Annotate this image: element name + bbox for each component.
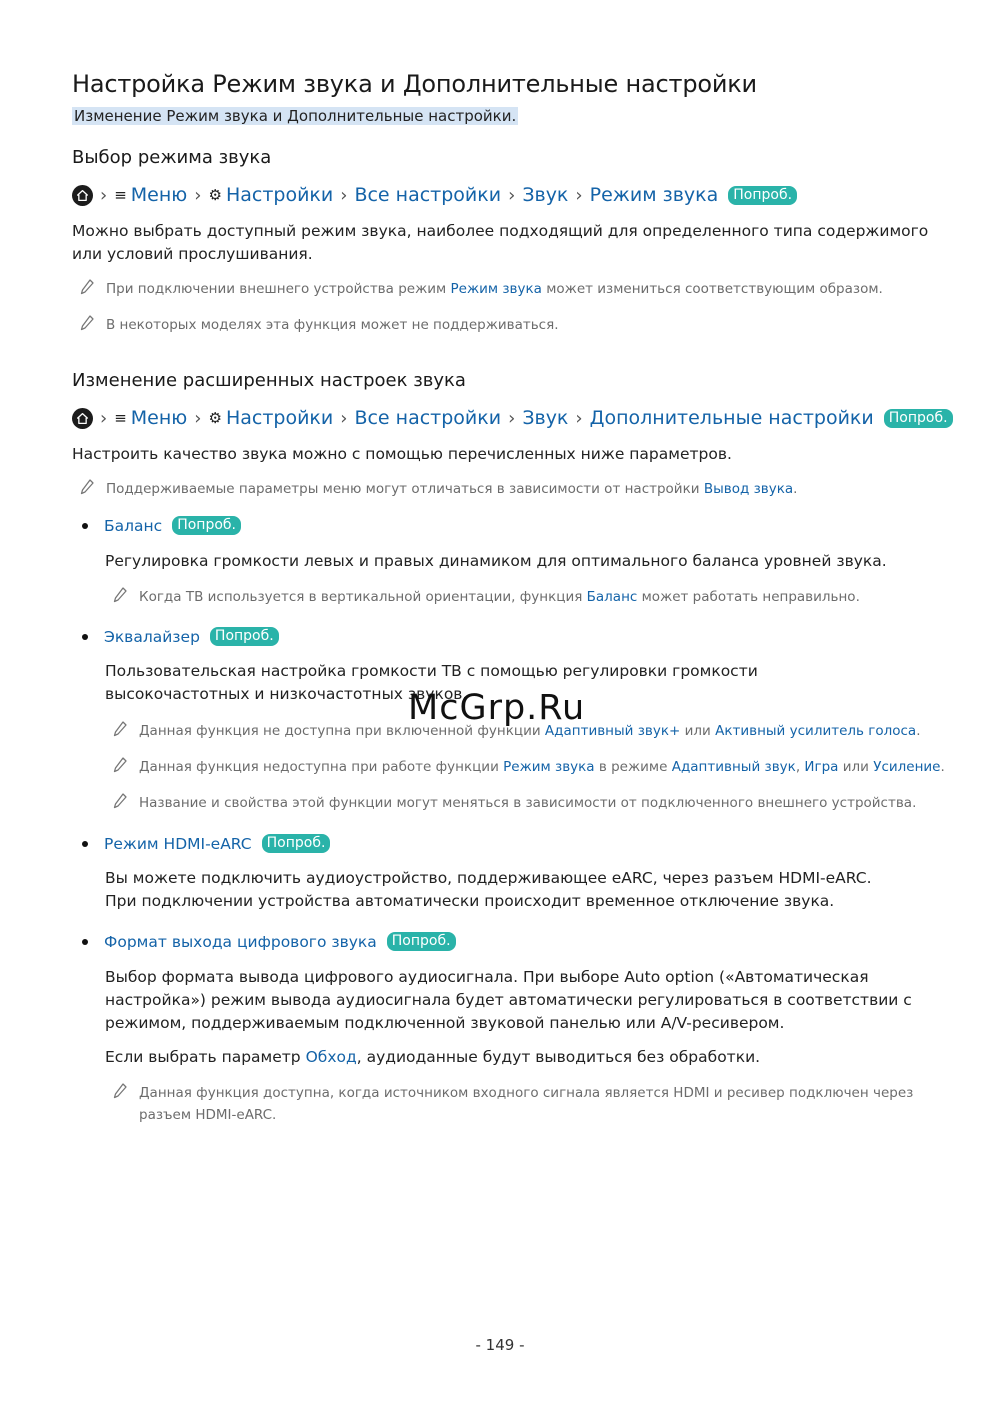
note-link: Игра: [804, 759, 839, 775]
note: [139, 1082, 939, 1126]
path-item-sound[interactable]: Звук: [522, 184, 569, 206]
path-item-all-settings[interactable]: Все настройки: [354, 184, 502, 206]
section-heading-sound-mode: Выбор режима звука: [72, 147, 272, 168]
home-icon[interactable]: [72, 185, 93, 206]
note-text: в режиме: [594, 759, 672, 775]
path-item-sound-mode[interactable]: Режим звука: [589, 184, 719, 206]
note-text: .: [793, 481, 798, 497]
try-now-button[interactable]: Попроб.: [172, 516, 241, 535]
home-icon[interactable]: [72, 408, 93, 429]
list-item-equalizer: [82, 627, 279, 646]
path-item-expert-settings[interactable]: Дополнительные настройки: [589, 407, 874, 429]
chevron-right-icon: ›: [194, 407, 202, 429]
note-text: Данная функция не доступна при включенной функции: [139, 723, 545, 739]
note: [139, 756, 949, 778]
pencil-icon: [80, 315, 94, 331]
bullet-icon: [82, 634, 88, 640]
note-text: может работать неправильно.: [637, 589, 860, 605]
try-now-button[interactable]: Попроб.: [210, 627, 279, 646]
pencil-icon: [80, 279, 94, 295]
section-heading-expert-settings: Изменение расширенных настроек звука: [72, 370, 466, 391]
pencil-icon: [113, 757, 127, 773]
menu-icon: ≡: [114, 409, 127, 427]
try-now-button[interactable]: Попроб.: [884, 409, 953, 428]
note-link: Режим звука: [503, 759, 595, 775]
note-text: В некоторых моделях эта функция может не поддерживаться.: [106, 317, 559, 333]
item-label-hdmi-earc[interactable]: Режим HDMI-eARC: [104, 834, 252, 853]
note-link: Адаптивный звук: [671, 759, 796, 775]
pencil-icon: [80, 479, 94, 495]
expert-settings-description: Настроить качество звука можно с помощью перечисленных ниже параметров.: [72, 445, 732, 463]
chevron-right-icon: ›: [575, 407, 583, 429]
note-text: Данная функция недоступна при работе функции: [139, 759, 504, 775]
chevron-right-icon: ›: [100, 184, 108, 206]
note-link: Адаптивный звук+: [544, 723, 681, 739]
path-item-settings[interactable]: Настройки: [225, 184, 334, 206]
path-item-sound[interactable]: Звук: [522, 407, 569, 429]
pencil-icon: [113, 721, 127, 737]
chevron-right-icon: ›: [575, 184, 583, 206]
path-item-menu[interactable]: Меню: [130, 184, 188, 206]
try-now-button[interactable]: Попроб.: [387, 932, 456, 951]
body-text: Если выбрать параметр: [105, 1048, 306, 1066]
note-text: Когда ТВ используется в вертикальной ориентации, функция: [139, 589, 587, 605]
path-item-menu[interactable]: Меню: [130, 407, 188, 429]
note: [106, 278, 946, 300]
body-link: Обход: [305, 1048, 357, 1066]
note: [139, 586, 949, 608]
menu-path-sound-mode: [72, 182, 797, 208]
hdmi-earc-description: Вы можете подключить аудиоустройство, поддерживающее eARC, через разъем HDMI-eARC. При подключении устройства автоматически происходит временное отключение звука.: [105, 869, 872, 910]
page-number: - 149 -: [475, 1336, 525, 1354]
list-item-hdmi-earc: [82, 834, 330, 853]
equalizer-description: Пользовательская настройка громкости ТВ с помощью регулировки громкости высокочастотных и низкочастотных звуков.: [105, 662, 758, 703]
note-text: или: [838, 759, 874, 775]
path-item-settings[interactable]: Настройки: [225, 407, 334, 429]
digital-output-description: Выбор формата вывода цифрового аудиосигнала. При выборе Auto option («Автоматическая настройка») режим вывода аудиосигнала будет автоматически регулироваться в соответствии с режимом, поддерживаемым подключенной звуковой панелью или A/V-ресивером.: [105, 968, 912, 1032]
note-link: Режим звука: [450, 281, 542, 297]
note-text: При подключении внешнего устройства режим: [106, 281, 451, 297]
note-text: Название и свойства этой функции могут меняться в зависимости от подключенного внешнего устройства.: [139, 795, 917, 811]
chevron-right-icon: ›: [340, 407, 348, 429]
note-link: Баланс: [586, 589, 638, 605]
item-label-digital-output[interactable]: Формат выхода цифрового звука: [104, 932, 377, 951]
sound-mode-description: Можно выбрать доступный режим звука, наиболее подходящий для определенного типа содержимого или условий прослушивания.: [72, 222, 929, 263]
menu-path-expert-settings: [72, 405, 953, 431]
chevron-right-icon: ›: [508, 184, 516, 206]
page-subtitle: Изменение Режим звука и Дополнительные настройки.: [74, 107, 517, 125]
note-text: Поддерживаемые параметры меню могут отличаться в зависимости от настройки: [106, 481, 704, 497]
list-item-balance: [82, 516, 241, 535]
balance-description: Регулировка громкости левых и правых динамиком для оптимального баланса уровней звука.: [105, 552, 887, 570]
watermark: McGrp.Ru: [408, 688, 586, 728]
note-text: или: [680, 723, 716, 739]
try-now-button[interactable]: Попроб.: [262, 834, 331, 853]
chevron-right-icon: ›: [508, 407, 516, 429]
path-item-all-settings[interactable]: Все настройки: [354, 407, 502, 429]
note-link: Вывод звука: [703, 481, 794, 497]
note-text: ,: [795, 759, 805, 775]
item-label-balance[interactable]: Баланс: [104, 516, 163, 535]
gear-icon: ⚙: [208, 186, 222, 204]
item-label-equalizer[interactable]: Эквалайзер: [104, 627, 200, 646]
note: [139, 792, 949, 814]
list-item-digital-output: [82, 932, 456, 951]
note: [106, 478, 946, 500]
menu-icon: ≡: [114, 186, 127, 204]
bullet-icon: [82, 523, 88, 529]
chevron-right-icon: ›: [194, 184, 202, 206]
digital-output-bypass: [105, 1046, 945, 1069]
gear-icon: ⚙: [208, 409, 222, 427]
chevron-right-icon: ›: [340, 184, 348, 206]
try-now-button[interactable]: Попроб.: [728, 186, 797, 205]
note: [106, 314, 946, 336]
page-title: Настройка Режим звука и Дополнительные настройки: [72, 70, 757, 98]
note-link: Усиление: [873, 759, 941, 775]
note-text: .: [916, 723, 921, 739]
pencil-icon: [113, 1083, 127, 1099]
note-text: Данная функция доступна, когда источником входного сигнала является HDMI и ресивер подключен через разъем HDMI-eARC.: [139, 1085, 914, 1123]
bullet-icon: [82, 841, 88, 847]
note-text: может измениться соответствующим образом.: [541, 281, 883, 297]
pencil-icon: [113, 587, 127, 603]
note-link: Активный усилитель голоса: [715, 723, 917, 739]
bullet-icon: [82, 939, 88, 945]
chevron-right-icon: ›: [100, 407, 108, 429]
pencil-icon: [113, 793, 127, 809]
note-text: .: [940, 759, 945, 775]
body-text: , аудиоданные будут выводиться без обработки.: [356, 1048, 761, 1066]
